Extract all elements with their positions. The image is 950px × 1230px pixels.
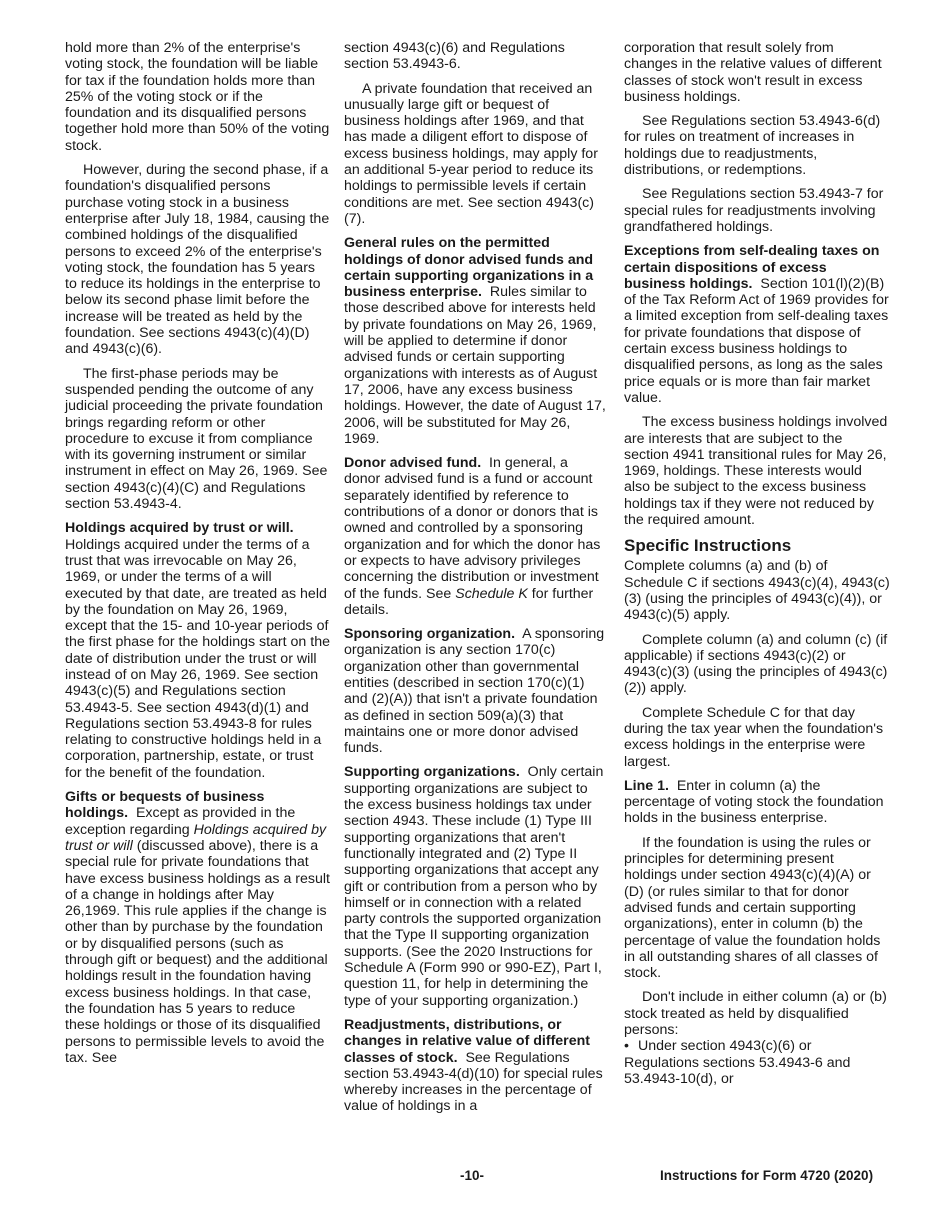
paragraph-text: Rules similar to those described above for interests held by private foundations on May 26, 1969, will be applied to determine if donor advised funds or certain supporting organizations with interests as of August 17, 2006, have any excess business holdings. However, the date of August 17, 2006, will be substituted for May 26, 1969. <box>344 284 606 447</box>
heading-line-1: Line 1. <box>624 777 669 794</box>
paragraph: Complete Schedule C for that day during the tax year when the foundation's excess holdings in the enterprise were largest. <box>624 704 884 770</box>
heading-exceptions-self-dealing: Exceptions from self-dealing taxes on certain dispositions of excess business holdings. <box>624 243 880 292</box>
paragraph: A private foundation that received an unusually large gift or bequest of business holdings after 1969, and that has made a diligent effort to dispose of excess business holdings, may apply for an additional 5-year period to reduce its holdings to permissible levels if certain conditions are met. See section 4943(c)(7). <box>344 80 598 227</box>
paragraph: The excess business holdings involved are interests that are subject to the section 4941 transitional rules for May 26, 1969, holdings. These interests would also be subject to the excess business holdings tax if they were not reduced by the required amount. <box>624 414 888 529</box>
paragraph: Don't include in either column (a) or (b) stock treated as held by disqualified persons: <box>624 989 887 1039</box>
heading-donor-advised-fund: Donor advised fund. <box>344 455 482 472</box>
heading-trust-or-will: Holdings acquired by trust or will. <box>65 520 294 537</box>
paragraph-text: Enter in column (a) the percentage of voting stock the foundation holds in the business enterprise. <box>624 777 884 827</box>
column-left <box>65 40 330 1074</box>
paragraph: If the foundation is using the rules or principles for determining present holdings under section 4943(c)(4)(A) or (D) (or rules similar to that for donor advised funds and certain supporting organizations), enter in column (b) the percentage of value the foundation holds in all outstanding shares of all classes of stock. <box>624 834 881 982</box>
paragraph-gifts <box>65 789 330 1066</box>
paragraph: Complete columns (a) and (b) of Schedule C if sections 4943(c)(4), 4943(c)(3) (using the principles of 4943(c)(4)), or 4943(c)(5) apply. <box>624 558 890 624</box>
bullet-item <box>624 1038 890 1087</box>
italic-reference: Schedule K <box>455 585 528 602</box>
paragraph: However, during the second phase, if a foundation's disqualified persons purchase voting stock in a business enterprise after July 18, 1984, causing the combined holdings of the disqualified persons to exceed 2% of the enterprise's voting stock, the foundation has 5 years to reduce its holdings in the enterprise to below its second phase limit before the increase will be treated as held by the foundation. See sections 4943(c)(4)(D) and 4943(c)(6). <box>65 162 330 358</box>
paragraph-line-1 <box>624 778 890 827</box>
paragraph: hold more than 2% of the enterprise's voting stock, the foundation will be liable for tax if the foundation holds more than 25% of the voting stock or if the foundation and its disqualified persons together hold more than 50% of the voting stock. <box>65 40 330 154</box>
paragraph-supporting <box>344 764 608 1008</box>
paragraph: Complete column (a) and column (c) (if applicable) if sections 4943(c)(2) or 4943(c)(3) (using the principles of 4943(c)(2)) apply. <box>624 631 888 697</box>
heading-specific-instructions: Specific Instructions <box>624 536 792 556</box>
paragraph-text: See Regulations section 53.4943-4(d)(10) for special rules whereby increases in the percentage of value of holdings in a <box>344 1049 603 1115</box>
paragraph-text: for further details. <box>344 585 594 618</box>
paragraph-text: Except as provided in the exception regarding <box>65 805 296 838</box>
paragraph-text: In general, a donor advised fund is a fund or account separately identified by reference to contributions of a donor or donors that is owned and controlled by a sponsoring organization and for which the donor has or expects to have advisory privileges concerning the distribution or investment of the funds. See <box>344 455 601 602</box>
paragraph-text: Holdings acquired under the terms of a trust that was irrevocable on May 26, 1969, or under the terms of a will executed by that date, are treated as held by the foundation on May 26, 1969, except that the 15- and 10-year periods of the first phase for the holdings start on the date of distribution under the trust or will instead of on May 26, 1969. See section 4943(c)(5) and Regulations section 53.4943-5. See section 4943(d)(1) and Regulations section 53.4943-8 for rules relating to constructive holdings held in a corporation, partnership, estate, or trust for the benefit of the foundation. <box>65 536 330 781</box>
paragraph: The first-phase periods may be suspended pending the outcome of any judicial proceeding the private foundation brings regarding reform or other procedure to excuse it from compliance with its governing instrument or similar instrument in effect on May 26, 1969. See section 4943(c)(4)(C) and Regulations section 53.4943-4. <box>65 365 328 513</box>
paragraph-text: Only certain supporting organizations are subject to the excess business holdings tax under section 4943. These include (1) Type III supporting organizations that aren't functionally integrated and (2) Type II supporting organizations that accept any gift or contribution from a person who by himself or in connection with a related party controls the supported organization that the Type II supporting organization supports. (See the 2020 Instructions for Schedule A (Form 990 or 990-EZ), Part I, question 11, for help in determining the type of your supporting organization.) <box>344 764 604 1009</box>
paragraph: See Regulations section 53.4943-7 for special rules for readjustments involving grandfathered holdings. <box>624 186 884 235</box>
paragraph-trust <box>65 520 330 781</box>
paragraph-exceptions <box>624 243 890 406</box>
paragraph-readjustments <box>344 1017 608 1115</box>
footer-title: Instructions for Form 4720 (2020) <box>660 1168 874 1183</box>
paragraph-general-rules <box>344 235 608 447</box>
column-middle <box>344 40 608 1123</box>
heading-general-rules: General rules on the permitted holdings of donor advised funds and certain supporting organizations in a business enterprise. <box>344 235 594 301</box>
paragraph-text: A sponsoring organization is any section 170(c) organization other than governmental entities (described in section 170(c)(1) and (2)(A)) that isn't a private foundation as defined in section 509(a)(3) that maintains one or more donor advised funds. <box>344 626 605 757</box>
heading-sponsoring-organization: Sponsoring organization. <box>344 626 516 643</box>
column-right <box>624 40 890 1087</box>
paragraph: See Regulations section 53.4943-6(d) for rules on treatment of increases in holdings due to readjustments, distributions, or redemptions. <box>624 113 881 179</box>
heading-supporting-organizations: Supporting organizations. <box>344 764 520 781</box>
heading-readjustments: Readjustments, distributions, or changes in relative value of different classes of stock. <box>344 1016 590 1066</box>
paragraph: corporation that result solely from changes in the relative values of different classes of stock won't result in excess business holdings. <box>624 40 882 105</box>
paragraph-donor-advised <box>344 455 608 618</box>
paragraph: section 4943(c)(6) and Regulations section 53.4943-6. <box>344 40 565 73</box>
italic-reference: Holdings acquired by trust or will <box>65 821 327 854</box>
heading-gifts-bequests: Gifts or bequests of business holdings. <box>65 789 265 822</box>
page-number: -10- <box>460 1168 485 1183</box>
paragraph-text: Section 101(l)(2)(B) of the Tax Reform Act of 1969 provides for a limited exception from self-dealing taxes for private foundations that dispose of certain excess business holdings to disqualified persons, as long as the sales price equals or is more than fair market value. <box>624 275 889 406</box>
paragraph-text: (discussed above), there is a special rule for private foundations that have excess business holdings as a result of a change in holdings after May 26,1969. This rule applies if the change is other than by purchase by the foundation or by disqualified persons (such as through gift or bequest) and the additional holdings result in the foundation having excess business holdings. In that case, the foundation has 5 years to reduce these holdings or those of its disqualified persons to permissible levels to avoid the tax. See <box>65 837 330 1066</box>
bullet-icon: • <box>624 1038 629 1055</box>
paragraph-sponsoring <box>344 626 608 756</box>
bullet-text: Under section 4943(c)(6) or Regulations sections 53.4943-6 and 53.4943-10(d), or <box>624 1038 851 1087</box>
